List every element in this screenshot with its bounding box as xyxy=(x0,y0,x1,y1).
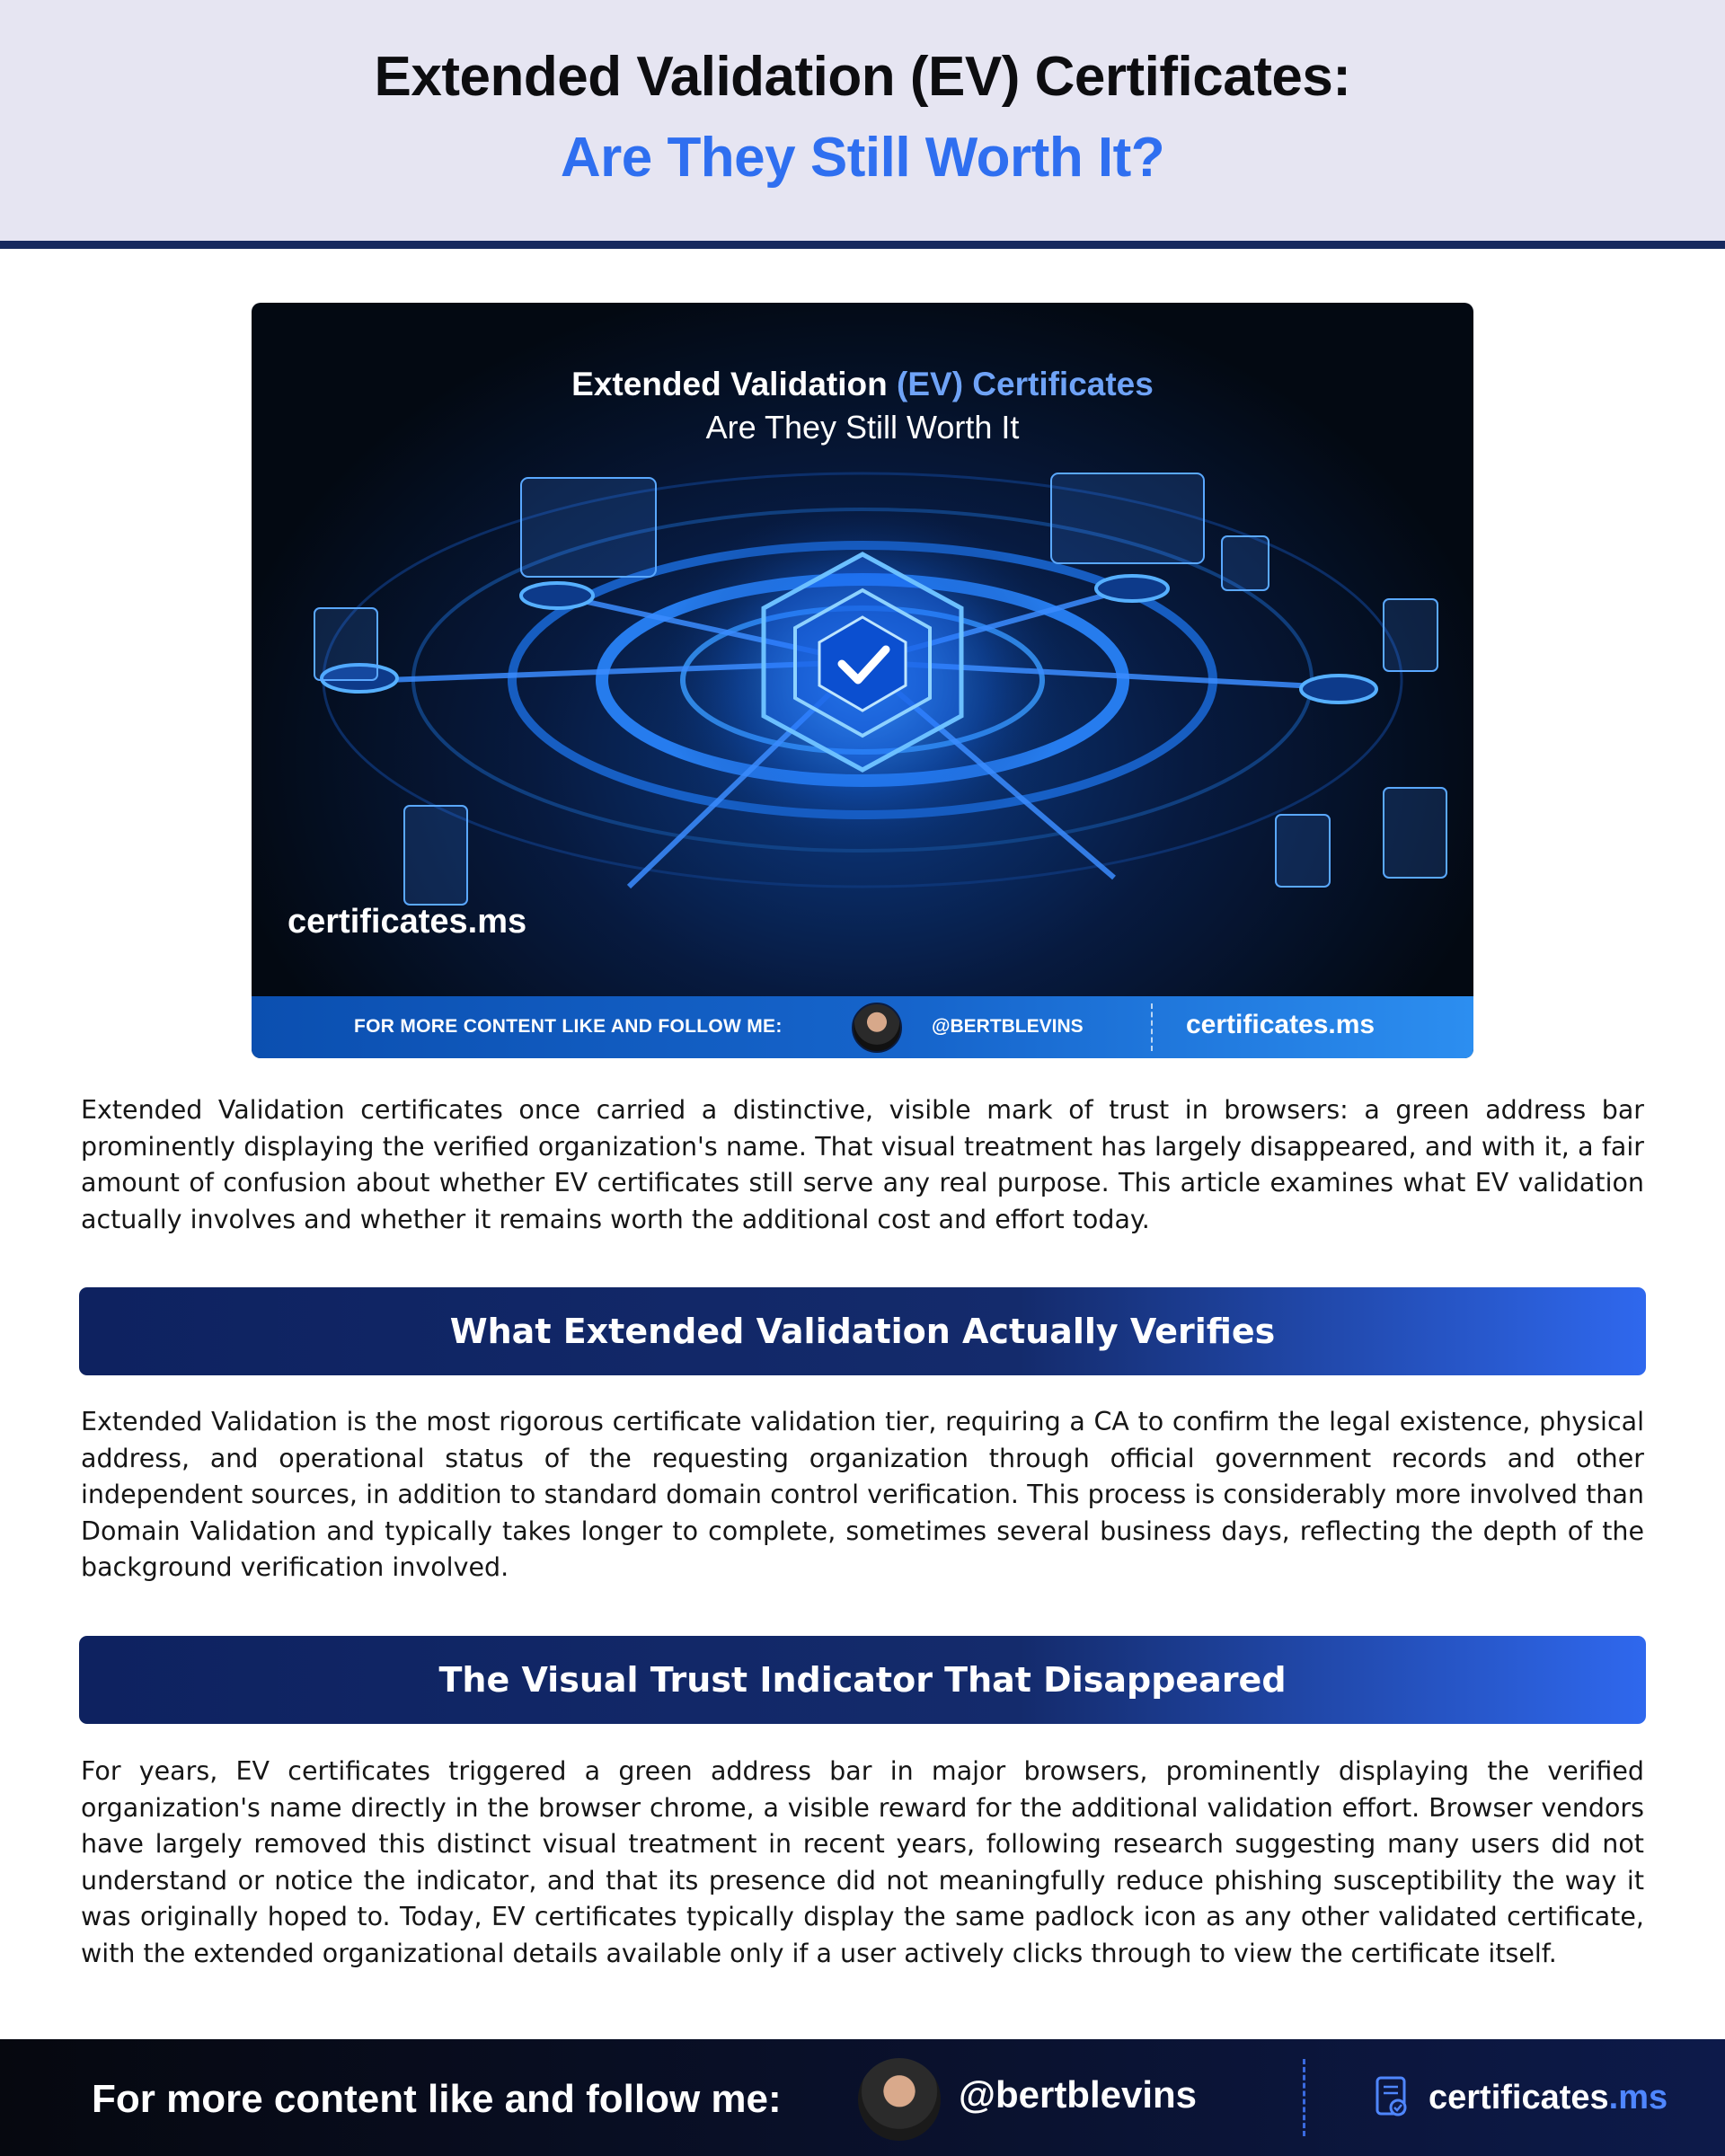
header-divider xyxy=(0,241,1725,249)
page-title-line1: Extended Validation (EV) Certificates: xyxy=(374,46,1351,108)
hero-site-name: certificates.ms xyxy=(1186,1010,1376,1039)
section-heading-text: The Visual Trust Indicator That Disappeared xyxy=(438,1660,1287,1700)
hero-title-main: Extended Validation xyxy=(571,366,898,402)
avatar xyxy=(852,1003,902,1053)
intro-paragraph: Extended Validation certificates once carried a distinctive, visible mark of trust in browsers: a green address bar prominently displaying the verified organization's name. That visual treatment has largely disappeared, and with it, a fair amount of confusion about whether EV certificates still serve any real purpose. This article examines what EV validation actually involves and whether it remains worth the additional cost and effort today. xyxy=(81,1095,1644,1234)
footer-cta: For more content like and follow me: xyxy=(92,2077,782,2121)
section-body-visual-indicator: For years, EV certificates triggered a green address bar in major browsers, prominently displaying the verified organization's name directly in the browser chrome, a visible reward for the additional validation effort. Browser vendors have largely removed this distinct visual treatment in recent years, following research suggesting many users did not understand or notice the indicator, and that its presence did not meaningfully reduce phishing susceptibility the way it was originally hoped to. Today, EV certificates typically display the same padlock icon as any other validated certificate, with the extended organizational details available only if a user actively clicks through to view the certificate itself. xyxy=(81,1756,1644,1968)
hero-banner xyxy=(252,303,1473,1058)
page-header xyxy=(0,0,1725,241)
hero-subtitle: Are They Still Worth It xyxy=(705,409,1020,446)
hero-title-accent: (EV) Certificates xyxy=(897,366,1154,402)
page-title-line2: Are They Still Worth It? xyxy=(560,127,1165,189)
hero-bar-divider xyxy=(1151,1003,1153,1051)
footer-site-link[interactable] xyxy=(1429,2079,1668,2117)
hero-logo: certificates.ms xyxy=(288,903,527,941)
hero-follow-text: FOR MORE CONTENT LIKE AND FOLLOW ME: xyxy=(354,1016,783,1037)
hero-handle: @BERTBLEVINS xyxy=(932,1016,1084,1037)
avatar xyxy=(858,2058,941,2141)
hero-illustration xyxy=(252,303,1473,996)
footer-handle-link[interactable]: @bertblevins xyxy=(959,2073,1198,2116)
certificate-icon xyxy=(1375,2075,1411,2122)
page-footer xyxy=(0,2039,1725,2156)
footer-divider xyxy=(1303,2059,1305,2136)
section-heading-ev-verifies xyxy=(79,1287,1646,1375)
section-heading-visual-indicator xyxy=(79,1636,1646,1724)
section-body-ev-verifies: Extended Validation is the most rigorous certificate validation tier, requiring a CA to confirm the legal existence, physical address, and operational status of the requesting organization through official government records and other independent sources, in addition to standard domain control verification. This process is considerably more involved than Domain Validation and typically takes longer to complete, sometimes several business days, reflecting the depth of the background verification involved. xyxy=(81,1407,1644,1582)
hero-title xyxy=(252,366,1473,403)
hero-follow-bar xyxy=(252,996,1473,1058)
section-heading-text: What Extended Validation Actually Verifies xyxy=(449,1312,1276,1351)
footer-site-name: certificates xyxy=(1429,2079,1609,2116)
footer-site-tld: .ms xyxy=(1608,2079,1668,2116)
